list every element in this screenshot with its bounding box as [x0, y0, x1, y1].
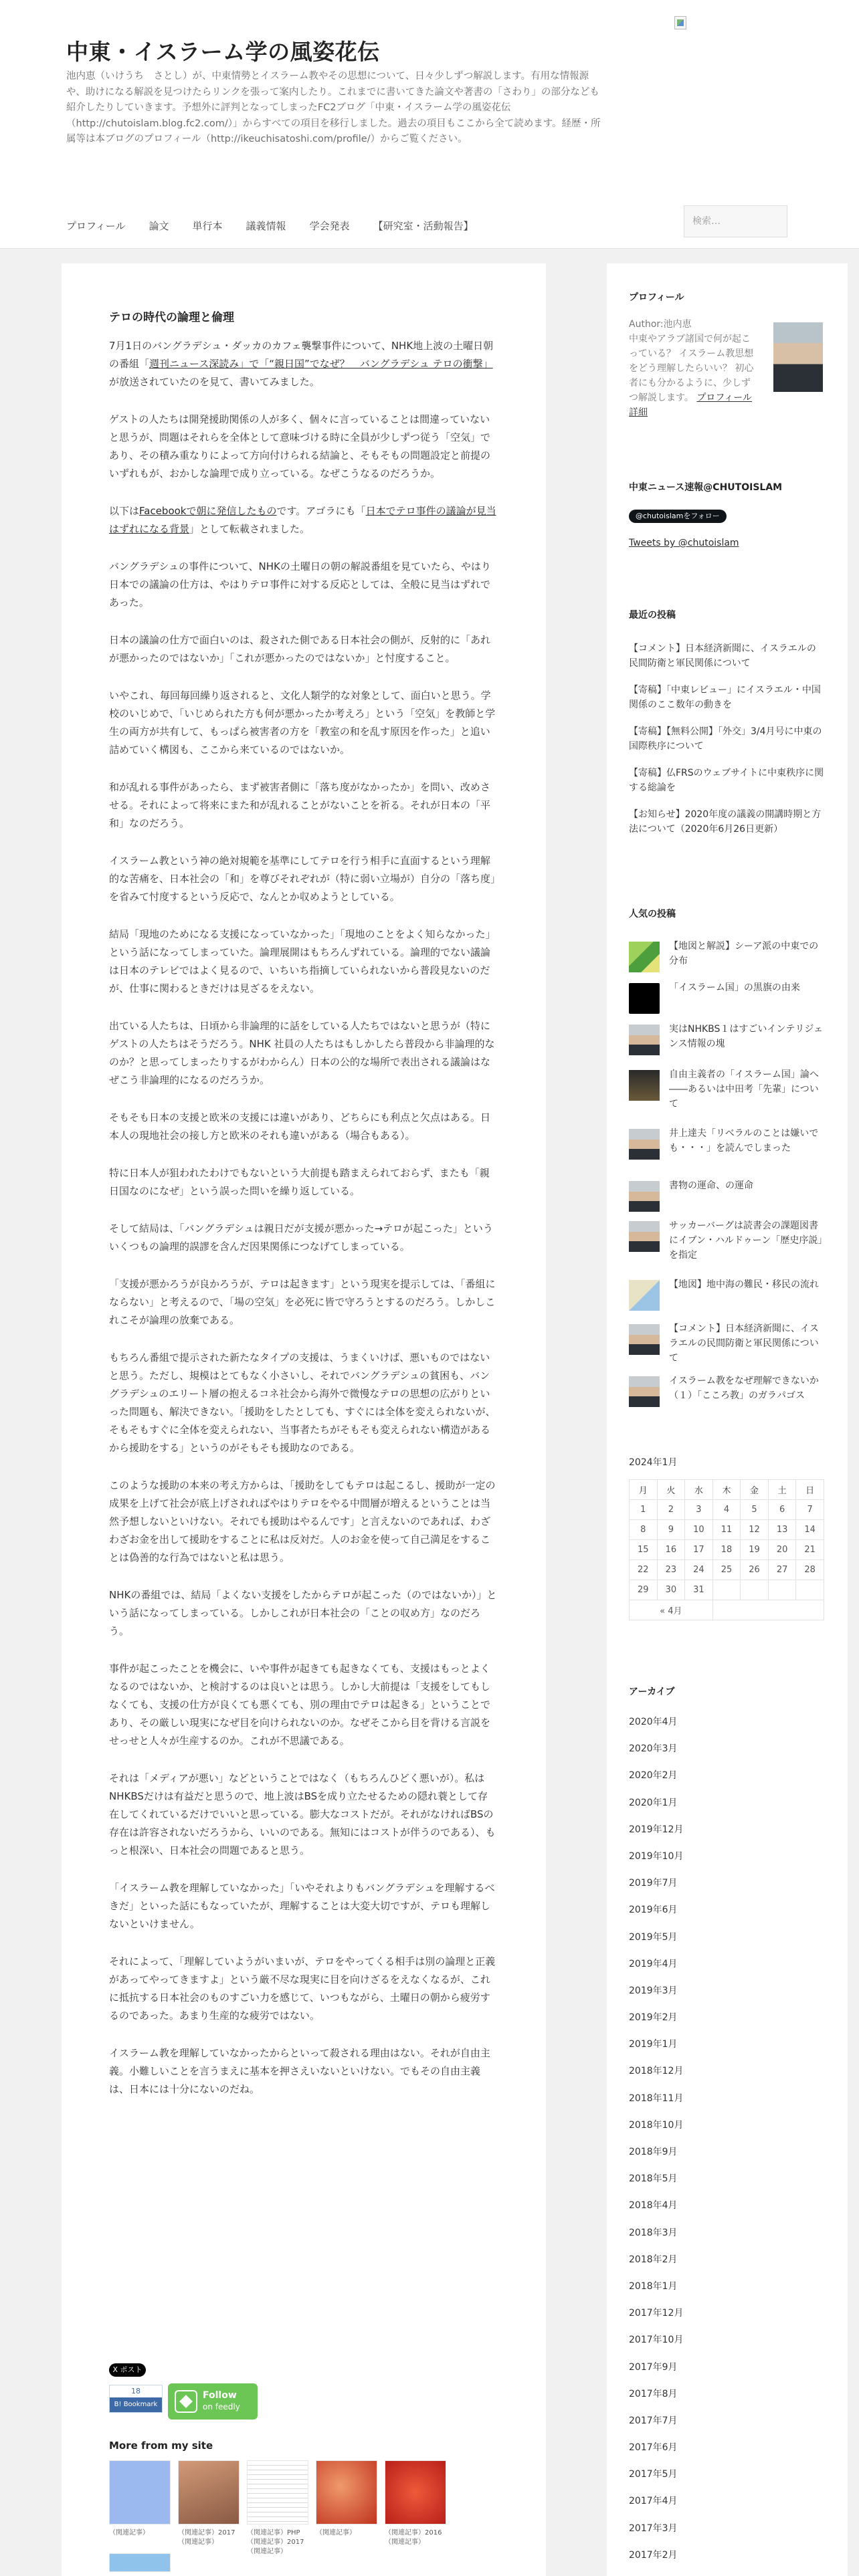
- popular-post[interactable]: [629, 1178, 830, 1221]
- site-header: [0, 0, 859, 249]
- popular-posts-title: 人気の投稿: [629, 909, 676, 920]
- paragraph: もちろん番組で提示された新たなタイプの支援は、うまくいけば、悪いものではないと思う。ただし、規模はとてもなく小さいし、それでバングラデシュの貧困も、バングラデシュのエリート層の抱えるコネ社会から海外で微慢なテロの思想の広がりといった問題も、解決できない。「援助をしたとしても、すぐには全体を変えられないが、そもそもすぐに全体を変えられない、当事者たちがそもそも変えられない構造があるから援助をする」というのがそもそも援助なのである。: [109, 1352, 496, 1454]
- author-photo: [773, 322, 823, 392]
- paragraph: それは「メディアが悪い」などということではなく（もちろんひどく悪いが）。私はNHKBSだけは有益だと思うので、地上波はBSを成り立たせるための隠れ蓑として存在してくれているだけでいいと思っている。膨大なコストだが。それがなければBSの存在は許容されないだろうから、いいのである。無知にはコストが伴うのである）、もっと根深い、日本社会の問題であると思う。: [109, 1772, 496, 1856]
- calendar-empty: [712, 1600, 824, 1620]
- paragraph: イスラーム教を理解していなかったからといって殺される理由はない。それが自由主義。小難しいことを言うまえに基本を押さえいないといけない。でもその自由主義は、日本には十分にないのだね。: [109, 2047, 490, 2095]
- weekday-header: 月: [630, 1480, 658, 1500]
- paragraph: このような援助の本来の考え方からは、「援助をしてもテロは起こるし、援助が一定の成果を上げて社会が底上げされればやはりテロをやる中間層が増えるということは当然予想しないといけない。それでも援助はやるんです」と言えないのであれば、わざわざお金を出して援助をすることに私は反対だ。人のお金を使って自己満足をすることは偽善的な行為ではないと私は思う。: [109, 1479, 496, 1564]
- archive-link[interactable]: 2017年7月: [629, 2415, 678, 2426]
- text: です。アゴラにも「: [276, 505, 366, 517]
- map-thumbnail: [629, 1280, 660, 1311]
- archive-title: アーカイブ: [629, 1687, 675, 1697]
- popular-post[interactable]: [629, 1277, 830, 1320]
- popular-post[interactable]: [629, 1321, 830, 1364]
- related-caption: （関連記事）PHP（関連記事）2017（関連記事）: [247, 2529, 304, 2555]
- calendar-day: 7: [796, 1500, 824, 1520]
- weekday-header: 木: [712, 1480, 741, 1500]
- bookmark-count: 18: [131, 2387, 140, 2395]
- twitter-widget-title: 中東ニュース速報@CHUTOISLAM: [629, 482, 783, 493]
- recent-post-link[interactable]: 【寄稿】仏FRSのウェブサイトに中東秩序に関する総論を: [629, 768, 824, 793]
- archive-link[interactable]: 2019年10月: [629, 1850, 684, 1862]
- archive-link[interactable]: 2018年1月: [629, 2280, 678, 2292]
- calendar-day: 11: [712, 1520, 741, 1540]
- calendar-day: 6: [768, 1500, 796, 1520]
- profile-widget-title: プロフィール: [629, 292, 684, 303]
- related-thumbnail: [316, 2460, 377, 2525]
- site-description: 池内恵（いけうち さとし）が、中東情勢とイスラーム教やその思想について、日々少しずつ解説します。有用な情報源や、助けになる解説を見つけたらリンクを張って案内したり。これまでに書いてきた論文や著書の「さわり」の部分なども紹介したりしていきます。予想外に評判となってしまったFC2ブログ「中東・イスラーム学の風姿花伝（http://chutoislam.blog.fc2.com/）」からすべての項目を移行しました。過去の項目もここから全て読めます。経歴・所属等は本ブログのプロフィール（http://ikeuchisatoshi.com/profile/）からご覧ください。: [66, 71, 601, 144]
- profile-detail-link[interactable]: プロフィール詳細: [629, 393, 752, 418]
- calendar-day: [712, 1580, 741, 1600]
- calendar-day: 30: [657, 1580, 685, 1600]
- site-title[interactable]: 中東・イスラーム学の風姿花伝: [66, 39, 380, 65]
- author-thumbnail: [629, 1376, 660, 1407]
- related-caption: （関連記事）2016（関連記事）: [385, 2529, 442, 2546]
- profile-text: [629, 317, 755, 420]
- popular-post-title: 実はNHKBS１はすごいインテリジェンス情報の塊: [669, 1024, 824, 1049]
- author-thumbnail: [629, 1025, 660, 1055]
- calendar-day: 28: [796, 1560, 824, 1580]
- calendar-day: 25: [712, 1560, 741, 1580]
- archive-link[interactable]: 2018年5月: [629, 2173, 678, 2185]
- nav-item-books[interactable]: 単行本: [192, 220, 223, 232]
- related-post[interactable]: [247, 2460, 308, 2557]
- paragraph: ゲストの人たちは開発援助関係の人が多く、個々に言っていることは間違っていないと思うが、問題はそれらを全体として意味づける時に全員が少しずつ従う「空気」であり、その積み重なりによって方向付けられる結論と、そもそもの問題設定と前提のいずれもが、おかしな論理で成り立っている。なぜこうなるのだろうか。: [109, 413, 491, 479]
- calendar-day: 1: [630, 1500, 658, 1520]
- popular-post-title: 自由主義者の「イスラーム国」論へ――あるいは中田考「先輩」について: [669, 1069, 819, 1109]
- post-body: [109, 337, 497, 2118]
- archive-link[interactable]: 2020年4月: [629, 1717, 678, 1727]
- bookmark-label: B! Bookmark: [110, 2397, 162, 2412]
- popular-post-title: 【地図と解説】シーア派の中東での分布: [669, 941, 819, 966]
- calendar-day: 13: [768, 1520, 796, 1540]
- calendar-day: 20: [768, 1540, 796, 1560]
- calendar-day: 21: [796, 1540, 824, 1560]
- related-caption: （関連記事）: [109, 2529, 149, 2537]
- profile-description: Author:池内恵 中東やアラブ諸国で何が起こっている？ イスラーム教思想をどう理解したらいい？ 初心者にも分かるように、少しずつ解説します。: [629, 319, 754, 403]
- calendar-day: 23: [657, 1560, 685, 1580]
- calendar-day: 19: [741, 1540, 769, 1560]
- calendar-day: 14: [796, 1520, 824, 1540]
- paragraph: 特に日本人が狙われたわけでもないという大前提も踏まえられておらず、またも「親日国なのになぜ」という誤った問いを繰り返している。: [109, 1167, 490, 1197]
- main-nav: [66, 213, 497, 239]
- calendar-day: 17: [685, 1540, 713, 1560]
- archive-link[interactable]: 2017年6月: [629, 2442, 678, 2454]
- archive-link[interactable]: 2018年12月: [629, 2066, 684, 2077]
- text: 」として転載されました。: [189, 523, 310, 535]
- archive-link[interactable]: 2020年1月: [629, 1797, 678, 1808]
- archive-link[interactable]: 2018年3月: [629, 2227, 678, 2238]
- paragraph: イスラーム教という神の絶対規範を基準にしてテロを行う相手に直面するという理解的な苦痛を、日本社会の「和」を尊びそれぞれが（特に弱い立場が）自分の「落ち度」を省みて忖度するという反応で、なんとか収めようとしている。: [109, 855, 496, 903]
- popular-post-title: サッカーバーグは読書会の課題図書にイブン・ハルドゥーン「歴史序説」を指定: [669, 1220, 823, 1261]
- recent-post-link[interactable]: 【コメント】日本経済新聞に、イスラエルの民間防衛と軍民関係について: [629, 643, 816, 669]
- calendar-prev-link[interactable]: « 4月: [630, 1600, 713, 1620]
- calendar-caption: 2024年1月: [629, 1457, 678, 1468]
- archive-link[interactable]: 2019年12月: [629, 1824, 684, 1835]
- hatena-bookmark-button[interactable]: [109, 2385, 163, 2413]
- author-thumbnail: [629, 1324, 660, 1355]
- related-post[interactable]: [178, 2460, 240, 2547]
- author-thumbnail: [629, 1181, 660, 1212]
- archive-list: [629, 1715, 824, 2575]
- archive-link[interactable]: 2018年4月: [629, 2200, 678, 2212]
- weekday-header: 土: [768, 1480, 796, 1500]
- popular-post[interactable]: [629, 1374, 830, 1416]
- related-post[interactable]: [109, 2460, 171, 2538]
- agora-link[interactable]: 日本でテロ事件の議論が見当はずれになる背景: [109, 505, 496, 535]
- archive-link[interactable]: 2017年5月: [629, 2469, 678, 2480]
- related-thumbnail: [247, 2460, 308, 2525]
- recent-post-link[interactable]: 【お知らせ】2020年度の議義の開講時期と方法について（2020年6月26日更新）: [629, 809, 822, 835]
- archive-link[interactable]: 2017年9月: [629, 2361, 678, 2373]
- nav-item-profile[interactable]: プロフィール: [66, 220, 126, 232]
- nav-item-lectures[interactable]: 議義情報: [246, 220, 286, 232]
- paragraph: NHKの番組では、結局「よくない支援をしたからテロが起こった（のではないか）」という話になってしまっている。しかしこれが日本社会の「ことの収め方」なのだろう。: [109, 1589, 497, 1637]
- archive-link[interactable]: 2019年3月: [629, 1985, 678, 1996]
- calendar-day: 5: [741, 1500, 769, 1520]
- popular-post-title: イスラーム教をなぜ理解できないか（１）「こころ教」のガラパゴス: [669, 1376, 819, 1401]
- calendar-day: 16: [657, 1540, 685, 1560]
- feedly-icon: [175, 2390, 197, 2413]
- paragraph: [109, 337, 497, 391]
- flag-thumbnail: [629, 983, 660, 1014]
- archive-link[interactable]: 2018年10月: [629, 2119, 684, 2131]
- sidebar: [607, 263, 848, 2576]
- calendar-day: 3: [685, 1500, 713, 1520]
- related-post[interactable]: [316, 2460, 377, 2538]
- dark-thumbnail: [629, 1070, 660, 1101]
- related-post[interactable]: [385, 2460, 446, 2547]
- archive-link[interactable]: 2019年4月: [629, 1958, 678, 1969]
- recent-post-link[interactable]: 【寄稿】「中東レビュー」にイスラエル・中国関係のここ数年の動きを: [629, 685, 821, 710]
- calendar-day: 15: [630, 1540, 658, 1560]
- calendar-day: 22: [630, 1560, 658, 1580]
- archive-link[interactable]: 2019年2月: [629, 2012, 678, 2024]
- popular-post-title: 「イスラーム国」の黒旗の由来: [669, 982, 800, 993]
- text: 以下は: [109, 505, 140, 517]
- map-thumbnail: [629, 942, 660, 972]
- recent-posts-list: [629, 641, 824, 849]
- weekday-header: 火: [657, 1480, 685, 1500]
- paragraph: 出ている人たちは、日頃から非論理的に話をしている人たちではないと思うが（特にゲストの人たちはそうだろう。NHK 社員の人たちはもしかしたら普段から非論理的なのか？と思ってしまったりするがわからん）日本の公的な場所で表出される議論はなぜこう非論理的になるのだろうか。: [109, 1020, 495, 1086]
- paragraph: いやこれ、毎回毎回繰り返されると、文化人類学的な対象として、面白いと思う。学校のいじめで、「いじめられた方も何が悪かったか考えろ」という「空気」を教師と学生の両方が共有して、もっぱら被害者の方を「教室の和を乱す原因を作った」と追い詰めていく構図も、ここから来ているのではないか。: [109, 689, 496, 756]
- x-follow-button[interactable]: @chutoislamをフォロー: [629, 510, 727, 523]
- calendar-day: 10: [685, 1520, 713, 1540]
- weekday-header: 日: [796, 1480, 824, 1500]
- recent-post-link[interactable]: 【寄稿】【無料公開】「外交」3/4月号に中東の国際秩序について: [629, 726, 822, 752]
- related-caption: （関連記事）: [316, 2529, 356, 2537]
- author-thumbnail: [629, 1129, 660, 1160]
- calendar-day: [741, 1580, 769, 1600]
- calendar: [629, 1479, 824, 1620]
- main-content: [62, 263, 546, 2576]
- calendar-day: 18: [712, 1540, 741, 1560]
- feedly-sub-text: on feedly: [203, 2402, 240, 2411]
- related-thumbnail: [109, 2553, 171, 2572]
- archive-link[interactable]: 2017年12月: [629, 2308, 684, 2319]
- nav-item-conference[interactable]: 学会発表: [309, 220, 350, 232]
- archive-link[interactable]: 2020年2月: [629, 1770, 678, 1782]
- paragraph: それによって、「理解していようがいまいが、テロをやってくる相手は別の論理と正義があってやってきますよ」という厳不尽な現実に目を向けざるをえなくなるが、これに抵抗する日本社会のものすごい力を感じて、いつもながら、土曜日の朝から疲労するのであった。あまり生産的な疲労ではない。: [109, 1955, 496, 2022]
- feedly-follow-button[interactable]: [168, 2383, 258, 2420]
- program-link[interactable]: 週刊ニュース深読み」で「“親日国”でなぜ？ バングラデシュ テロの衝撃」: [149, 358, 493, 370]
- popular-post[interactable]: [629, 1218, 830, 1261]
- related-thumbnail: [178, 2460, 240, 2525]
- popular-post[interactable]: [629, 1022, 830, 1065]
- archive-link[interactable]: 2020年3月: [629, 1743, 678, 1755]
- related-post[interactable]: [109, 2553, 171, 2572]
- popular-post[interactable]: [629, 939, 830, 982]
- calendar-day: 26: [741, 1560, 769, 1580]
- archive-link[interactable]: 2017年8月: [629, 2388, 678, 2399]
- recent-posts-title: 最近の投稿: [629, 610, 676, 621]
- calendar-day: 31: [685, 1580, 713, 1600]
- archive-link[interactable]: 2017年2月: [629, 2549, 678, 2561]
- popular-post-title: 【コメント】日本経済新聞に、イスラエルの民間防衛と軍民関係について: [669, 1323, 819, 1364]
- facebook-link[interactable]: Facebookで朝に発信したもの: [139, 505, 277, 517]
- weekday-header: 金: [741, 1480, 769, 1500]
- search-input[interactable]: [684, 205, 787, 237]
- archive-link[interactable]: 2018年2月: [629, 2254, 678, 2265]
- related-thumbnail: [385, 2460, 446, 2525]
- popular-post-title: 井上達夫「リベラルのことは嫌いでも・・・」を読んでしまった: [669, 1128, 819, 1154]
- calendar-day: 24: [685, 1560, 713, 1580]
- weekday-header: 水: [685, 1480, 713, 1500]
- x-post-button[interactable]: X ポスト: [109, 2363, 146, 2377]
- text: が放送されていたのを見て、書いてみました。: [109, 376, 320, 388]
- calendar-day: 4: [712, 1500, 741, 1520]
- popular-post[interactable]: [629, 980, 830, 1023]
- feedly-follow-text: Follow: [203, 2390, 237, 2401]
- nav-item-lab-report[interactable]: 【研究室・活動報告】: [373, 220, 474, 232]
- archive-link[interactable]: 2019年6月: [629, 1905, 678, 1916]
- popular-post-title: 書物の運命、の運命: [669, 1180, 753, 1191]
- nav-item-papers[interactable]: 論文: [149, 220, 169, 232]
- calendar-day: 12: [741, 1520, 769, 1540]
- calendar-day: 8: [630, 1520, 658, 1540]
- more-from-site-title: More from my site: [109, 2440, 213, 2452]
- text: 7月1日のバングラデシュ・ダッカのカフェ襲撃事件について、NHK地上波の土曜日朝の番組「: [109, 340, 494, 370]
- archive-link[interactable]: 2019年1月: [629, 2039, 678, 2050]
- calendar-day: 2: [657, 1500, 685, 1520]
- paragraph: そして結局は、「バングラデシュは親日だが支援が悪かった→テロが起こった」といういくつもの論理的誤謬を含んだ因果関係につなげてしまっている。: [109, 1222, 493, 1253]
- popular-post-title: 【地図】地中海の難民・移民の流れ: [669, 1279, 819, 1290]
- archive-link[interactable]: 2017年10月: [629, 2335, 684, 2346]
- archive-link[interactable]: 2018年9月: [629, 2147, 678, 2157]
- paragraph: [109, 502, 497, 538]
- popular-post[interactable]: [629, 1067, 830, 1110]
- calendar-day: [796, 1580, 824, 1600]
- archive-link[interactable]: 2019年5月: [629, 1931, 678, 1943]
- archive-link[interactable]: 2019年7月: [629, 1878, 678, 1889]
- broken-image-icon: [674, 16, 686, 29]
- popular-post[interactable]: [629, 1126, 830, 1169]
- paragraph: 日本の議論の仕方で面白いのは、殺された側である日本社会の側が、反射的に「あれが悪かったのではないか」「これが悪かったのではないか」と忖度すること。: [109, 634, 491, 664]
- tweets-link[interactable]: Tweets by @chutoislam: [629, 538, 739, 548]
- related-caption: （関連記事）2017（関連記事）: [178, 2529, 235, 2546]
- paragraph: そもそも日本の支援と欧米の支援には違いがあり、どちらにも利点と欠点はある。日本人の現地社会の接し方と欧米のそれも違いがある（場合もある）。: [109, 1111, 491, 1142]
- paragraph: 事件が起こったことを機会に、いや事件が起きても起きなくても、支援はもっとよくなるのではないか、と検討するのは良いとは思う。しかし大前提は「支援をしてもしなくても、支援の仕方が良くても悪くても、別の理由でテロは起きる」ということであり、その厳しい現実になぜ目を向けられないのか。なぜそこから目を背ける言説をせっせと人々が生産するのか。これが不思議である。: [109, 1662, 491, 1747]
- paragraph: 「イスラーム教を理解していなかった」「いやそれよりもバングラデシュを理解するべきだ」といった話にもなっていたが、理解することは大変大切ですが、テロも理解しないといけません。: [109, 1882, 495, 1930]
- calendar-day: 27: [768, 1560, 796, 1580]
- feedly-label: [203, 2390, 240, 2413]
- calendar-day: 9: [657, 1520, 685, 1540]
- archive-link[interactable]: 2017年3月: [629, 2523, 678, 2534]
- paragraph: 結局「現地のためになる支援になっていなかった」「現地のことをよく知らなかった」という話になってしまっていた。論理展開はもちろんずれている。論理的でない議論は日本のテレビではよく見るので、いちいち指摘していられないから普段見ないのだが、仕事に関わるときだけは見ざるをえない。: [109, 928, 496, 994]
- archive-link[interactable]: 2018年11月: [629, 2092, 684, 2104]
- calendar-day: [768, 1580, 796, 1600]
- paragraph: 和が乱れる事件があったら、まず被害者側に「落ち度がなかったか」を問い、改めさせる。それによって将来にまた和が乱れることがないことを祈る。それが日本の「平和」なのだろう。: [109, 781, 491, 829]
- archive-link[interactable]: 2017年4月: [629, 2496, 678, 2507]
- paragraph: 「支援が悪かろうが良かろうが、テロは起きます」という現実を提示しては、「番組にならない」と考えるので、「場の空気」を必死に皆で守ろうとするのだろう。しかしこれこそが論理の放棄である。: [109, 1278, 496, 1326]
- paragraph: バングラデシュの事件について、NHKの土曜日の朝の解説番組を見ていたら、やはり日本での議論の仕方は、やはりテロ事件に対する反応としては、全般に見当はずれであった。: [109, 560, 491, 609]
- author-thumbnail: [629, 1221, 660, 1252]
- related-thumbnail: [109, 2460, 171, 2525]
- calendar-day: 29: [630, 1580, 658, 1600]
- post-title: テロの時代の論理と倫理: [109, 311, 234, 324]
